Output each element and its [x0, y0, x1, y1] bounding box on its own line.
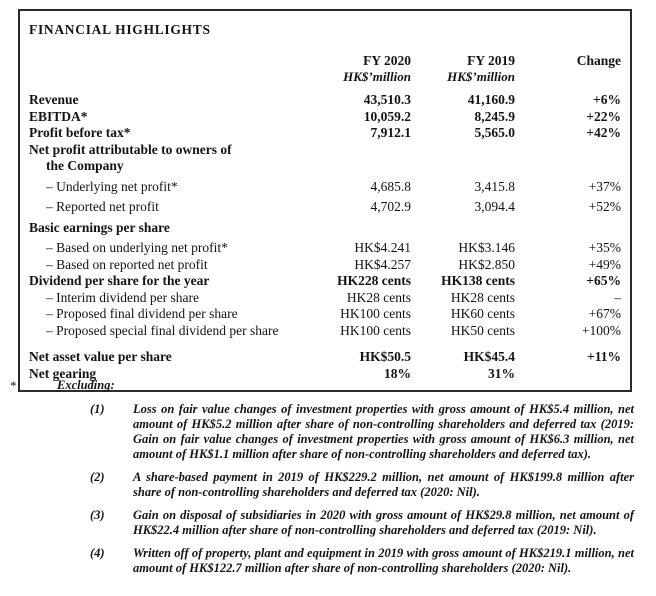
row-fy2020-value: 4,685.8	[370, 178, 411, 194]
table-row	[29, 273, 621, 290]
row-label: – Based on underlying net profit*	[46, 240, 228, 255]
footnote-number: (2)	[90, 470, 105, 484]
row-fy2020-value: 18%	[384, 365, 411, 381]
table-row	[29, 92, 621, 109]
table-row	[29, 158, 621, 175]
row-fy2019-value: 3,415.8	[474, 178, 515, 194]
footnote-asterisk-marker: *	[10, 378, 17, 393]
footnote-number: (3)	[90, 508, 105, 522]
table-row	[29, 257, 621, 274]
footnote-text: Written off of property, plant and equipment in 2019 with gross amount of HK$219.1 million, net amount of HK$122.7 million after share of non-controlling shareholders (2020: Nil).	[133, 546, 634, 575]
footnote-item	[90, 508, 634, 538]
row-fy2019-value: HK28 cents	[450, 289, 515, 305]
footnote-number: (4)	[90, 546, 105, 560]
table-body	[29, 92, 621, 382]
row-change-value: +35%	[588, 240, 621, 255]
row-fy2020-value: HK$50.5	[359, 349, 411, 364]
table-row	[29, 240, 621, 257]
row-change-value: +22%	[586, 108, 621, 124]
footnote-text: Loss on fair value changes of investment properties with gross amount of HK$5.4 million, net amount of HK$5.2 million after share of non-controlling shareholders and deferred tax (2019: Gain on fair value changes of investment properties with gross amount of HK$6.3 million, net amount of HK$1.1 million after share of non-controlling shareholders and deferred tax).	[133, 402, 634, 461]
row-change-value: –	[614, 289, 621, 305]
row-label: – Proposed special final dividend per share	[46, 322, 279, 338]
col-header-fy2019	[411, 52, 515, 85]
row-label: Net gearing	[29, 365, 97, 381]
table-row	[29, 199, 621, 216]
col-header-fy2019-label: FY 2019	[467, 53, 515, 68]
footnote-item	[90, 402, 634, 462]
row-fy2020-value: HK100 cents	[340, 306, 411, 321]
row-change-value: +100%	[581, 322, 621, 338]
row-fy2019-value: HK$3.146	[458, 240, 515, 255]
footnote-text: Gain on disposal of subsidiaries in 2020 with gross amount of HK$29.8 million, net amount of HK$22.4 million after share of non-controlling shareholders and deferred tax (2019: Nil).	[133, 508, 634, 537]
row-change-value: +37%	[588, 178, 621, 194]
row-label: – Underlying net profit*	[46, 178, 178, 194]
col-header-fy2020	[314, 52, 411, 85]
row-fy2019-value: 41,160.9	[467, 92, 515, 107]
row-fy2020-value: HK28 cents	[346, 289, 411, 305]
row-fy2020-value: 10,059.2	[363, 108, 411, 124]
row-fy2020-value: HK$4.241	[354, 240, 411, 255]
row-fy2019-value: HK$2.850	[458, 256, 515, 272]
row-fy2019-value: 8,245.9	[474, 108, 515, 124]
col-header-change-label: Change	[576, 53, 621, 68]
table-row	[29, 290, 621, 307]
footnote-text: A share-based payment in 2019 of HK$229.2 million, net amount of HK$199.8 million after share of non-controlling shareholders and deferred tax (2020: Nil).	[133, 470, 634, 499]
row-fy2020-value: HK$4.257	[354, 256, 411, 272]
row-fy2019-value: 31%	[488, 365, 515, 381]
row-change-value: +52%	[588, 199, 621, 214]
row-fy2020-value: HK228 cents	[337, 273, 411, 288]
row-change-value: +65%	[586, 273, 621, 288]
footnotes	[10, 378, 634, 584]
col-header-change	[515, 52, 621, 69]
row-label: Revenue	[29, 92, 79, 107]
row-change-value: +49%	[588, 256, 621, 272]
footnote-list	[10, 402, 634, 576]
table-row	[29, 220, 621, 237]
financial-highlights-box	[18, 9, 632, 392]
row-fy2019-value: HK$45.4	[463, 349, 515, 364]
table-row	[29, 349, 621, 366]
row-label: Basic earnings per share	[29, 219, 170, 235]
row-change-value: +6%	[593, 92, 621, 107]
table-row	[29, 323, 621, 340]
col-header-fy2020-unit: HK$’million	[343, 69, 411, 84]
row-fy2019-value: HK138 cents	[441, 273, 515, 288]
table-row	[29, 125, 621, 142]
table-header-row	[29, 52, 621, 85]
row-label: Profit before tax*	[29, 125, 131, 140]
row-fy2019-value: HK50 cents	[450, 322, 515, 338]
row-label: the Company	[46, 158, 124, 173]
row-label: Dividend per share for the year	[29, 273, 210, 288]
row-fy2020-value: HK100 cents	[340, 322, 411, 338]
row-label: Net asset value per share	[29, 349, 172, 364]
row-fy2020-value: 43,510.3	[363, 92, 411, 107]
row-label: – Interim dividend per share	[46, 289, 199, 305]
row-fy2019-value: 3,094.4	[474, 199, 515, 214]
col-header-fy2019-unit: HK$’million	[447, 69, 515, 84]
section-title: FINANCIAL HIGHLIGHTS	[29, 22, 211, 37]
table-row	[29, 179, 621, 196]
col-header-fy2020-label: FY 2020	[363, 53, 411, 68]
row-fy2020-value: 4,702.9	[370, 199, 411, 214]
row-change-value: +42%	[586, 125, 621, 140]
row-fy2020-value: 7,912.1	[370, 125, 411, 140]
row-label: – Based on reported net profit	[46, 256, 208, 272]
footnote-heading: Excluding:	[57, 378, 115, 392]
table-row	[29, 142, 621, 159]
table-row	[29, 109, 621, 126]
row-label: Net profit attributable to owners of	[29, 141, 232, 157]
row-label: – Reported net profit	[46, 199, 159, 214]
row-fy2019-value: 5,565.0	[474, 125, 515, 140]
footnote-number: (1)	[90, 402, 105, 416]
table-row	[29, 306, 621, 323]
footnote-item	[90, 546, 634, 576]
row-fy2019-value: HK60 cents	[450, 306, 515, 321]
row-label: EBITDA*	[29, 108, 88, 124]
row-label: – Proposed final dividend per share	[46, 306, 238, 321]
footnote-heading-row	[10, 378, 634, 393]
row-change-value: +67%	[588, 306, 621, 321]
footnote-item	[90, 470, 634, 500]
row-change-value: +11%	[587, 349, 621, 364]
